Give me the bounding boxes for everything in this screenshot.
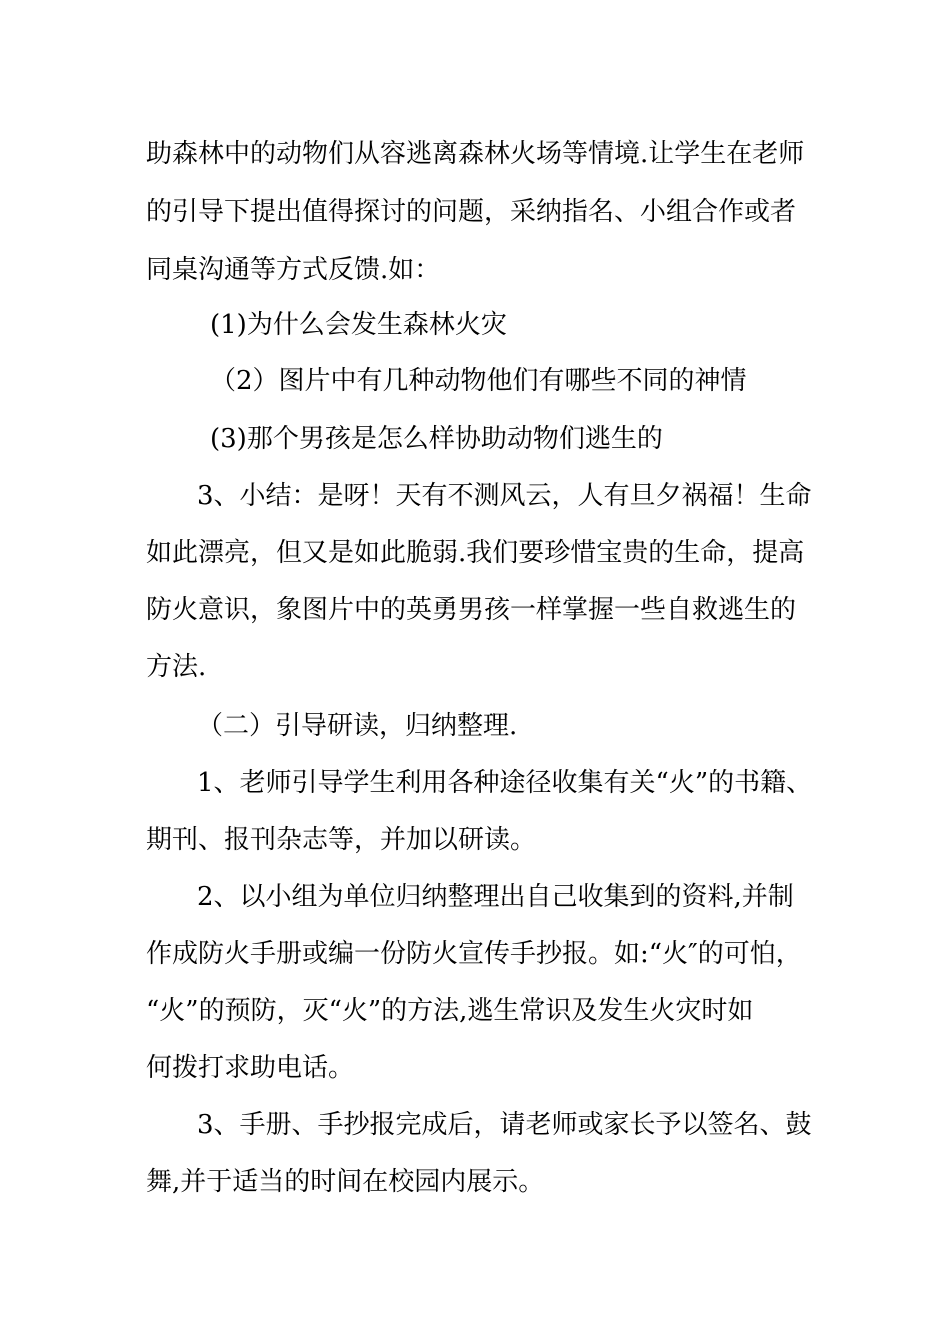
body-text-line: 2、以小组为单位归纳整理出自己收集到的资料,并制 <box>197 882 794 912</box>
body-text-line: 何拨打求助电话。 <box>146 1053 355 1083</box>
body-text-line: 3、小结：是呀！天有不测风云，人有旦夕祸福！生命 <box>197 481 812 511</box>
body-text-line: 期刊、报刊杂志等，并加以研读。 <box>146 825 537 855</box>
body-text-line: 助森林中的动物们从容逃离森林火场等情境.让学生在老师 <box>146 139 805 169</box>
section-heading: （二）引导研读，归纳整理. <box>197 711 518 741</box>
body-text-line: “火”的预防，灭“火”的方法,逃生常识及发生火灾时如 <box>146 996 754 1026</box>
body-text-line: 舞,并于适当的时间在校园内展示。 <box>146 1167 545 1197</box>
body-text-line: 同桌沟通等方式反馈.如： <box>146 255 441 285</box>
list-item: (1)为什么会发生森林火灾 <box>210 310 507 340</box>
body-text-line: 的引导下提出值得探讨的问题，采纳指名、小组合作或者 <box>146 197 797 227</box>
body-text-line: 防火意识，象图片中的英勇男孩一样掌握一些自救逃生的 <box>146 595 797 625</box>
list-item: （2）图片中有几种动物他们有哪些不同的神情 <box>210 366 747 396</box>
body-text-line: 如此漂亮，但又是如此脆弱.我们要珍惜宝贵的生命，提高 <box>146 538 805 568</box>
body-text-line: 3、手册、手抄报完成后，请老师或家长予以签名、鼓 <box>197 1110 812 1140</box>
body-text-line: 方法. <box>146 652 207 682</box>
body-text-line: 作成防火手册或编一份防火宣传手抄报。如:“火″的可怕， <box>146 939 802 969</box>
body-text-line: 1、老师引导学生利用各种途径收集有关“火”的书籍、 <box>197 768 813 798</box>
list-item: (3)那个男孩是怎么样协助动物们逃生的 <box>210 424 663 454</box>
